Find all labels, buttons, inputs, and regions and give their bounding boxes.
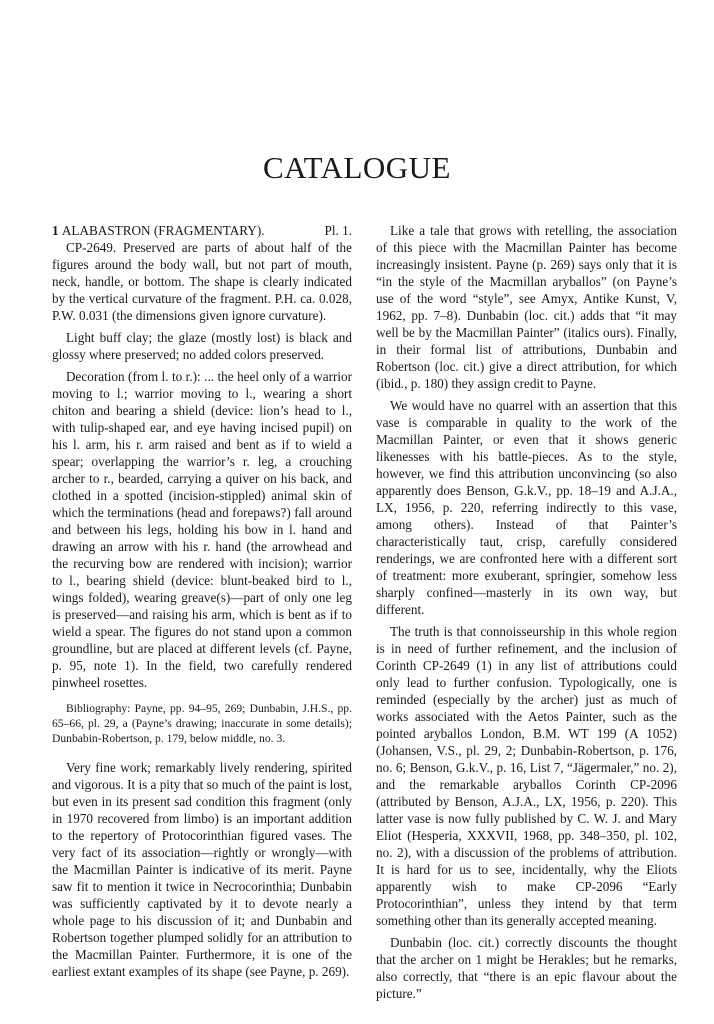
bibliography: Bibliography: Payne, pp. 94–95, 269; Dunbabin, J.H.S., pp. 65–66, pl. 29, a (Payne’s drawing; inaccurate in some details); Dunbabin-Robertson, p. 179, below middle, no. 3.: [52, 702, 352, 745]
entry-heading: [52, 222, 352, 239]
paragraph-decoration: Decoration (from l. to r.): ... the heel only of a warrior moving to l.; warrior moving to l., wearing a short chiton and bearing a shield (device: lion’s head to l., with tulip-shaped ear, and eye having incised pupil) on his l. arm, his r. arm raised and bent as if to wield a spear; overlapping the warrior’s r. leg, a crouching archer to r., bearded, carrying a quiver on his back, and clothed in a spotted (incision-stippled) animal skin of which the terminations (head and forepaws?) fall around and between his legs, holding his bow in l. hand and drawing an arrow with his r. hand (the arrowhead and the recurving bow are rendered with incision); warrior to l., bearing shield (device: blunt-beaked bird to l., wings folded), wearing greave(s)—part of only one leg is preserved—and raising his arm, which is bent as if to wield a spear. The figures do not stand upon a common groundline, but are placed at different levels (cf. Payne, p. 95, note 1). In the field, two carefully rendered pinwheel rosettes.: [52, 369, 352, 690]
paragraph-quality: We would have no quarrel with an assertion that this vase is comparable in quality to the work of the Macmillan Painter, or even that it shows generic likenesses with his battle-pieces. As to the style, however, we find this attribution unconvincing (so also apparently does Benson, G.k.V., pp. 18–19 and A.J.A., LX, 1956, p. 220, referring indirectly to this vase, among others). Instead of that Painter’s characteristically taut, crisp, carefully considered renderings, we are confronted here with a different sort of treatment: more exuberant, springier, somehow less sharply confined—masterly in its own way, but different.: [376, 398, 677, 617]
paragraph-herakles: Dunbabin (loc. cit.) correctly discounts the thought that the archer on 1 might be Herakles; but he remarks, also correctly, that “there is an epic flavour about the picture.”: [376, 935, 677, 1001]
plate-reference: Pl. 1.: [324, 223, 352, 238]
paragraph-connoisseurship: The truth is that connoisseurship in this whole region is in need of further refinement, and the inclusion of Corinth CP-2649 (1) in any list of attributions could only lead to further confusion. Typologically, one is reminded (especially by the archer) just as much of works associated with the Aetos Painter, such as the pointed aryballos London, B.M. WT 199 (A 1052) (Johansen, V.S., pl. 29, 2; Dunbabin-Robertson, p. 176, no. 6; Benson, G.k.V., p. 16, List 7, “Jägermaler,” no. 2), and the remarkable aryballos Corinth CP-2096 (attributed by Benson, A.J.A., LX, 1956, p. 220). This latter vase is now fully published by C. W. J. and Mary Eliot (Hesperia, XXXVII, 1968, pp. 348–350, pl. 102, no. 2), with a discussion of the problems of attribution. It is hard for us to see, incidentally, why the Eliots apparently wish to make CP-2096 “Early Protocorinthian”, unless they intend by that term something other than its generally accepted meaning.: [376, 624, 677, 928]
right-column: [376, 222, 677, 1007]
page-title: CATALOGUE: [262, 150, 451, 185]
paragraph-commentary: Very fine work; remarkably lively rendering, spirited and vigorous. It is a pity that so much of the paint is lost, but even in its present sad condition this fragment (only in 1970 recovered from limbo) is an important addition to the repertory of Protocorinthian figured vases. The very fact of its association—rightly or wrongly—with the Macmillan Painter is indicative of its merit. Payne saw fit to mention it twice in Necrocorinthia; Dunbabin was sufficiently captivated by it to devote nearly a whole page to his discussion of it; and Dunbabin and Robertson together plumped solidly for an attribution to the Macmillan Painter. Furthermore, it is one of the earliest extant examples of its shape (see Payne, p. 269).: [52, 760, 352, 979]
paragraph-association: Like a tale that grows with retelling, the association of this piece with the Macmillan Painter has become increasingly insistent. Payne (p. 269) says only that it is “in the style of the Macmillan aryballos” (on Payne’s use of the word “style”, see Amyx, Antike Kunst, V, 1962, pp. 7–8). Dunbabin (loc. cit.) adds that “it may well be by the Macmillan Painter” (italics ours). Finally, in their formal list of attributions, Dunbabin and Robertson (loc. cit.) give a direct attribution, for which (ibid., p. 180) they assign credit to Payne.: [376, 223, 677, 391]
left-column: [52, 222, 352, 985]
entry-title: [52, 222, 265, 239]
paragraph-description: CP-2649. Preserved are parts of about half of the figures around the body wall, but not part of mouth, neck, handle, or bottom. The shape is clearly indicated by the vertical curvature of the fragment. P.H. ca. 0.028, P.W. 0.031 (the dimensions given ignore curvature).: [52, 240, 352, 323]
paragraph-clay: Light buff clay; the glaze (mostly lost) is black and glossy where preserved; no added colors preserved.: [52, 330, 352, 362]
entry-number: 1: [52, 223, 59, 238]
entry-heading-text: ALABASTRON (FRAGMENTARY).: [61, 223, 265, 238]
